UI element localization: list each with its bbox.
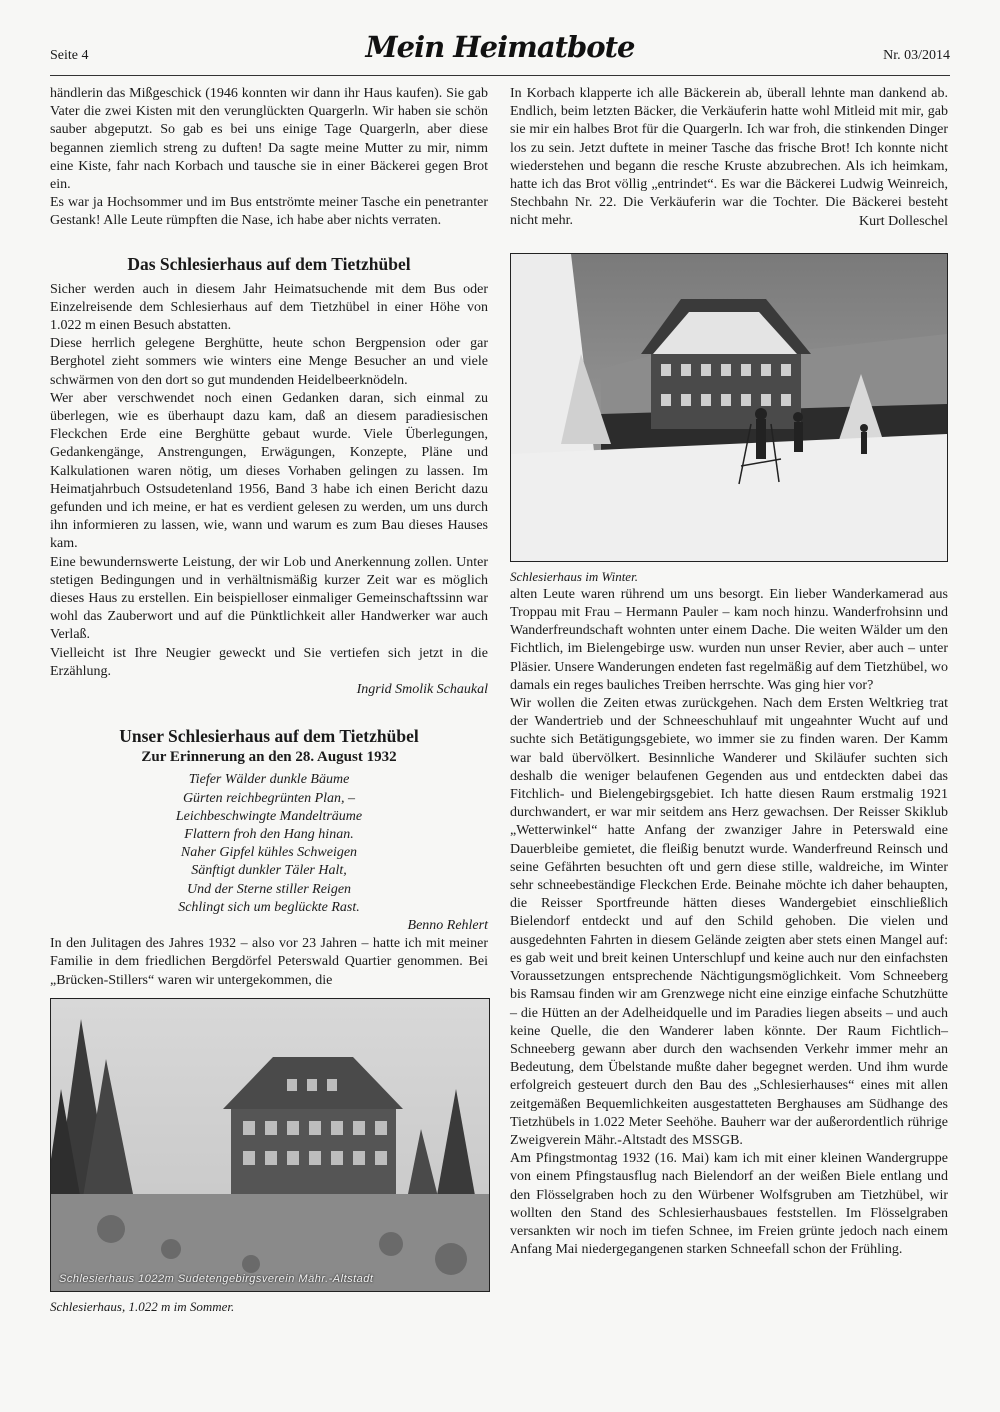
page-number: Seite 4 (50, 48, 89, 63)
summer-photo-image (51, 999, 489, 1291)
article1-author: Ingrid Smolik Schaukal (356, 682, 488, 698)
winter-photo-image (511, 254, 947, 561)
poem-line: Naher Gipfel kühles Schweigen (180, 845, 358, 861)
poem-line: Flattern froh den Hang hinan. (184, 826, 354, 842)
poem-author: Benno Rehlert (407, 917, 488, 933)
article1-paragraph: Vielleicht ist Ihre Neugier geweckt und Sie vertiefen sich jetzt in die Erzählung. (50, 645, 488, 679)
article2-right-paragraph: Wir wollen die Zeiten etwas zurückgehen. Nach dem Ersten Weltkrieg trat der Wandertrieb und der Schneeschuhlauf mit ungeahnter Wucht auf und suchte sich Betätigungsgebiete, wo immer sie zu finden waren. Der Kamm war bald übervölkert. Besinnliche Wanderer und Skiläufer suchten sich deshalb die weniger belaufenen Gegenden aus und entdeckten dabei das Fitchlich- und Bielengebirgsgebiet. Ich hatte diesen Raum erstmalig 1921 durchwandert, er war mir seitdem ans Herz gewachsen. Der Reisser Skiklub „Wetterwinkel“ hatte Anfang der zwanziger Jahre in Peterswald eine Dauerbleibe gemietet, die fleißig benutzt wurde. Wanderfreund Reinsch und seine Gefährten besuchten oft und gern diese stille, waldreiche, im Winter sehr schneebeständige Fleckchen Erde. Beinahe möchte ich daher behaupten, die Reisser Sportfreunde hätten dieses Wandergebiet einschließlich Bielendorf entdeckt und auf den Schild gehoben. Die vielen und ausgedehnten Fahrten in diesem Gelände zeigten aber stets einen Mangel auf: es gab weit und breit keinen Unterschlupf und keine auch nur den einfachsten Voraussetzungen entsprechende Nächtigungsmöglichkeit. Vom Schneeberg bis Ramsau finden wir am Grenzwege nicht eine einzige einfache Schutzhütte – die Hütten an der Adelheidquelle und im Paradies liegen abseits – und auch keine Quelle, die den Wanderer laben könnte. Der Raum Fichtlich–Schneeberg gewann aber durch den wachsenden Verkehr immer mehr an Bedeutung, dem Übelstande mußte daher begegnet werden. Und ihm wurde erfolgreich gesteuert durch den Bau des „Schlesierhauses“ eines mit allen zeitgemäßen Bequemlichkeiten ausgestatteten Berghauses am Südhange des Tietzhübels in 1.022 Meter Seehöhe. Bauherr war der außerordentlich rührige Zweigverein Mähr.-Altstadt des MSSGB. (510, 696, 948, 1148)
page-header (50, 28, 950, 68)
masthead-logo: Mein Heimatbote (365, 30, 635, 64)
winter-photo (510, 253, 948, 562)
header-divider (50, 75, 950, 76)
poem-line: Leichbeschwingte Mandelträume (175, 808, 363, 824)
poem (50, 771, 488, 917)
article2-paragraph: In den Julitagen des Jahres 1932 – also vor 23 Jahren – hatte ich mit meiner Familie in dem friedlichen Bergdörfel Peterswald Quartier genommen. Bei „Brücken-Stillers“ waren wir untergekommen, die (50, 936, 488, 988)
article2-subtitle: Zur Erinnerung an den 28. August 1932 (141, 749, 397, 766)
article1-title: Das Schlesierhaus auf dem Tietzhübel (127, 253, 411, 274)
article1-paragraph: Eine bewundernswerte Leistung, der wir Lob und Anerkennung zollen. Unter stetigen Bedingungen und in verhältnismäßig kurzer Zeit war es möglich dieses Haus zu erstellen. Ein beispielloser einmaliger Gemeinschaftssinn war wohl das Zauberwort und auf die Pünktlichkeit aller Handwerker war auch Verlaß. (50, 554, 488, 643)
article2-right-paragraph: alten Leute waren rührend um uns besorgt. Ein lieber Wanderkamerad aus Troppau mit Frau – Hermann Pauler – kam noch hinzu. Wanderfrohsinn und Wanderfreundschaft wohnten unter einem Dache. Die weiten Wälder um den Fichtlich, im Bielengebirge usw. wurden nun unser Revier, aber auch – unter Pläsier. Unsere Wanderungen endeten fast regelmäßig auf dem Tietzhübel, wo damals ein reges bauliches Treiben herrschte. Was ging hier vor? (510, 586, 948, 693)
poem-line: Schlingt sich um beglückte Rast. (178, 899, 360, 915)
intro-paragraph: händlerin das Mißgeschick (1946 konnten wir dann ihr Haus kaufen). Sie gab Vater die zwei Kisten mit den verunglückten Quargerln. Wir haben sie schön sauber abgeputzt. So gab es bei uns einige Tage Quargerln, aber diese begannen ziemlich streng zu duften! Da sagte meine Mutter zu mir, nimm eine Kiste, fahr nach Korbach und tausche sie in einer Bäckerei gegen Brot ein. (50, 86, 488, 193)
article1-paragraph: Diese herrlich gelegene Berghütte, heute schon Bergpension oder gar Berghotel zieht sommers wie winters eine Menge Besucher an und viele schwärmen von den dort so gut mundenden Heidelbeerknödeln. (50, 336, 488, 388)
article1-paragraph: Wer aber verschwendet noch einen Gedanken daran, sich einmal zu überlegen, wie es überhaupt dazu kam, daß an diesem paradiesischen Fleckchen Erde eine Berghütte gebaut wurde. Viele Überlegungen, Gedankengänge, Anstrengungen, Erwägungen, Konzepte, Pläne und Kalkulationen waren nötig, um dieses Vorhaben gelingen zu lassen. Im Heimatjahrbuch Ostsudetenland 1956, Band 3 habe ich einen Bericht dazu gefunden und ich meine, er hat es verdient gelesen zu werden, um uns durch ihn informieren zu lassen, wie, wann und warum es zum Bau dieses Hauses kam. (50, 390, 488, 552)
intro-continuation: In Korbach klapperte ich alle Bäckerein ab, überall lehnte man dankend ab. Endlich, beim letzten Bäcker, die Verkäuferin hatte wohl Mitleid mit mir, gab sie mir ein halbes Brot für die Quargerln. Ich war froh, die stinkenden Dinger los zu sein. Jetzt duftete in meiner Tasche das frische Brot! Ich konnte nicht wiederstehen und begann die resche Kruste abzubrechen. Als ich heimkam, hatte ich das Brot völlig „entrindet“. Es war die Bäckerei Ludwig Weinreich, Stechbahn Nr. 22. Die Verkäuferin war die Tochter. Die Bäckerei besteht nicht mehr. (510, 86, 948, 229)
issue-number: Nr. 03/2014 (883, 48, 950, 63)
summer-photo-inscription: Schlesierhaus 1022m Sudetengebirgsverein Mähr.-Altstadt (59, 1272, 374, 1285)
poem-line: Sänftigt dunkler Täler Halt, (191, 863, 347, 879)
article2-title: Unser Schlesierhaus auf dem Tietzhübel (119, 726, 419, 747)
article1-paragraph: Sicher werden auch in diesem Jahr Heimatsuchende mit dem Bus oder Einzelreisende dem Schlesierhaus auf dem Tietzhübel in einer Höhe von 1.022 m einen Besuch abstatten. (50, 281, 488, 334)
poem-line: Und der Sterne stiller Reigen (186, 881, 352, 897)
intro-author: Kurt Dolleschel (858, 213, 948, 229)
poem-line: Gürten reichbegrünten Plan, – (182, 790, 356, 806)
intro-paragraph: Es war ja Hochsommer und im Bus entströmte meiner Tasche ein penetranter Gestank! Alle Leute rümpften die Nase, ich habe aber nichts verraten. (50, 195, 488, 229)
poem-line: Tiefer Wälder dunkle Bäume (188, 772, 350, 788)
article2-right-paragraph: Am Pfingstmontag 1932 (16. Mai) kam ich mit einer kleinen Wandergruppe von einem Pfingstausflug nach Bielendorf an der weißen Biele entlang und den Flösselgraben hoch zu den Würbener Wolfsgruben am Tietzhübel, wir wollten den Stand des Schlesierhausbaues feststellen. Im Flösselgraben versankten wir noch im tiefen Schnee, im Freien grünte jedoch nach einem Anfang Mai niedergegangenen starken Schneefall schon der Frühling. (510, 1151, 948, 1258)
summer-photo (50, 998, 490, 1292)
right-column (510, 85, 948, 1259)
summer-photo-caption: Schlesierhaus, 1.022 m im Sommer. (50, 1298, 235, 1314)
left-column (50, 85, 488, 1316)
winter-photo-caption: Schlesierhaus im Winter. (510, 568, 638, 584)
